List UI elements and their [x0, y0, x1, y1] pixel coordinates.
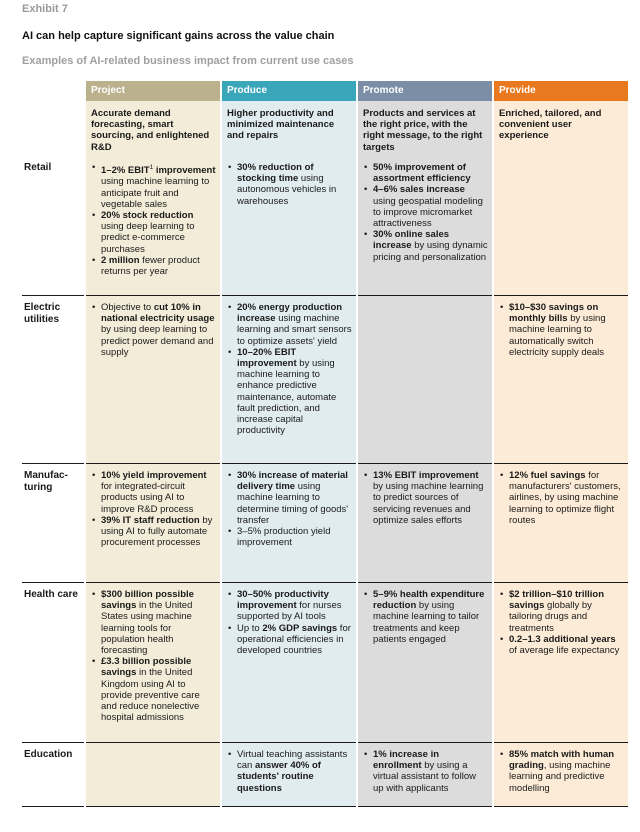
bullet-list [91, 470, 216, 548]
bullet-item: • 1–2% EBIT$^1$ improvement using machine learning to anticipate fruit and vegetable sales [91, 162, 216, 210]
column-description: Products and services at the right price, with the right message, to the right targets [358, 101, 492, 156]
bullet-item: • 10–20% EBIT improvement by using machine learning to enhance predictive maintenance, automate fault prediction, and increase capital productivity [227, 347, 352, 437]
bullet-item: • 30% reduction of stocking time using autonomous vehicles in warehouses [227, 162, 352, 207]
row-label: Education [22, 743, 84, 807]
bullet-list [363, 589, 488, 645]
bullet-item: • $300 billion possible savings in the United States using machine learning tools for population health forecasting [91, 589, 216, 656]
bullet-list [91, 589, 216, 723]
corner-cell [22, 81, 84, 101]
bullet-item: • 13% EBIT improvement by using machine learning to predict sources of servicing revenues and optimize sales efforts [363, 470, 488, 526]
table-cell [358, 464, 492, 583]
bullet-list [363, 749, 488, 794]
table-cell [358, 296, 492, 464]
column-description: Enriched, tailored, and convenient user experience [494, 101, 628, 156]
column-description: Higher productivity and minimized maintenance and repairs [222, 101, 356, 156]
bullet-item: • 30% online sales increase by using dynamic pricing and personalization [363, 229, 488, 263]
bullet-list [227, 749, 352, 794]
row-label: Electric utilities [22, 296, 84, 464]
bullet-item: • 0.2–1.3 additional years of average life expectancy [499, 634, 624, 656]
bullet-item: • 39% IT staff reduction by using AI to fully automate procurement processes [91, 515, 216, 549]
bullet-list [363, 162, 488, 263]
footnote-marker: 1 [149, 164, 154, 171]
table-cell [358, 583, 492, 743]
bullet-list [499, 302, 624, 358]
bullet-item: • $2 trillion–$10 trillion savings globally by tailoring drugs and treatments [499, 589, 624, 634]
table-cell [494, 296, 628, 464]
column-header-promote: Promote [358, 81, 492, 101]
bullet-item: • Up to 2% GDP savings for operational efficiencies in developed countries [227, 623, 352, 657]
column-header-project: Project [86, 81, 220, 101]
bullet-item: • £3.3 billion possible savings in the United Kingdom using AI to provide preventive care and reduce nonelective hospital admissions [91, 656, 216, 723]
bullet-list [499, 749, 624, 794]
table-cell [222, 743, 356, 807]
value-chain-table [22, 81, 628, 807]
page-subtitle: Examples of AI-related business impact from current use cases [22, 55, 354, 67]
table-cell [222, 156, 356, 296]
bullet-item: • 50% improvement of assortment efficiency [363, 162, 488, 184]
table-cell [222, 464, 356, 583]
row-label: Health care [22, 583, 84, 743]
exhibit-label: Exhibit 7 [22, 3, 68, 15]
bullet-item: • 4–6% sales increase using geospatial modeling to improve micromarket attractiveness [363, 184, 488, 229]
table-cell [86, 464, 220, 583]
table-cell [494, 464, 628, 583]
bullet-item: • 1% increase in enrollment by using a virtual assistant to follow up with applicants [363, 749, 488, 794]
table-cell [86, 296, 220, 464]
column-description: Accurate demand forecasting, smart sourcing, and enlightened R&D [86, 101, 220, 156]
table-cell [86, 583, 220, 743]
bullet-item: • 2 million fewer product returns per year [91, 255, 216, 277]
bullet-item: • 30% increase of material delivery time using machine learning to determine timing of goods' transfer [227, 470, 352, 526]
table-cell [222, 296, 356, 464]
bullet-list [227, 470, 352, 548]
table-cell [358, 743, 492, 807]
bullet-item: • Objective to cut 10% in national electricity usage by using deep learning to predict power demand and supply [91, 302, 216, 358]
bullet-list [91, 162, 216, 277]
page-title: AI can help capture significant gains across the value chain [22, 30, 335, 42]
bullet-list [227, 589, 352, 656]
column-header-provide: Provide [494, 81, 628, 101]
bullet-list [227, 162, 352, 207]
table-cell [86, 156, 220, 296]
table-cell [358, 156, 492, 296]
bullet-list [363, 470, 488, 526]
column-header-produce: Produce [222, 81, 356, 101]
bullet-list [91, 302, 216, 358]
bullet-list [227, 302, 352, 436]
bullet-item: • 3–5% production yield improvement [227, 526, 352, 548]
row-label: Retail [22, 156, 84, 296]
bullet-item: • 10% yield improvement for integrated-circuit products using AI to improve R&D process [91, 470, 216, 515]
bullet-item: • 20% energy production increase using machine learning and smart sensors to optimize assets' yield [227, 302, 352, 347]
bullet-list [499, 470, 624, 526]
table-cell [494, 583, 628, 743]
bullet-item: • 20% stock reduction using deep learning to predict e-commerce purchases [91, 210, 216, 255]
bullet-item: • 12% fuel savings for manufacturers' customers, airlines, by using machine learning to optimize flight routes [499, 470, 624, 526]
bullet-item: • 30–50% productivity improvement for nurses supported by AI tools [227, 589, 352, 623]
bullet-item: • $10–$30 savings on monthly bills by using machine learning to automatically switch electricity supply deals [499, 302, 624, 358]
corner-cell [22, 101, 84, 156]
bullet-item: • Virtual teaching assistants can answer 40% of students' routine questions [227, 749, 352, 794]
table-cell [86, 743, 220, 807]
table-cell [222, 583, 356, 743]
bullet-item: • 5–9% health expenditure reduction by using machine learning to tailor treatments and keep patients engaged [363, 589, 488, 645]
table-cell [494, 156, 628, 296]
bullet-item: • 85% match with human grading, using machine learning and predictive modelling [499, 749, 624, 794]
table-cell [494, 743, 628, 807]
bullet-list [499, 589, 624, 656]
row-label: Manufac- turing [22, 464, 84, 583]
